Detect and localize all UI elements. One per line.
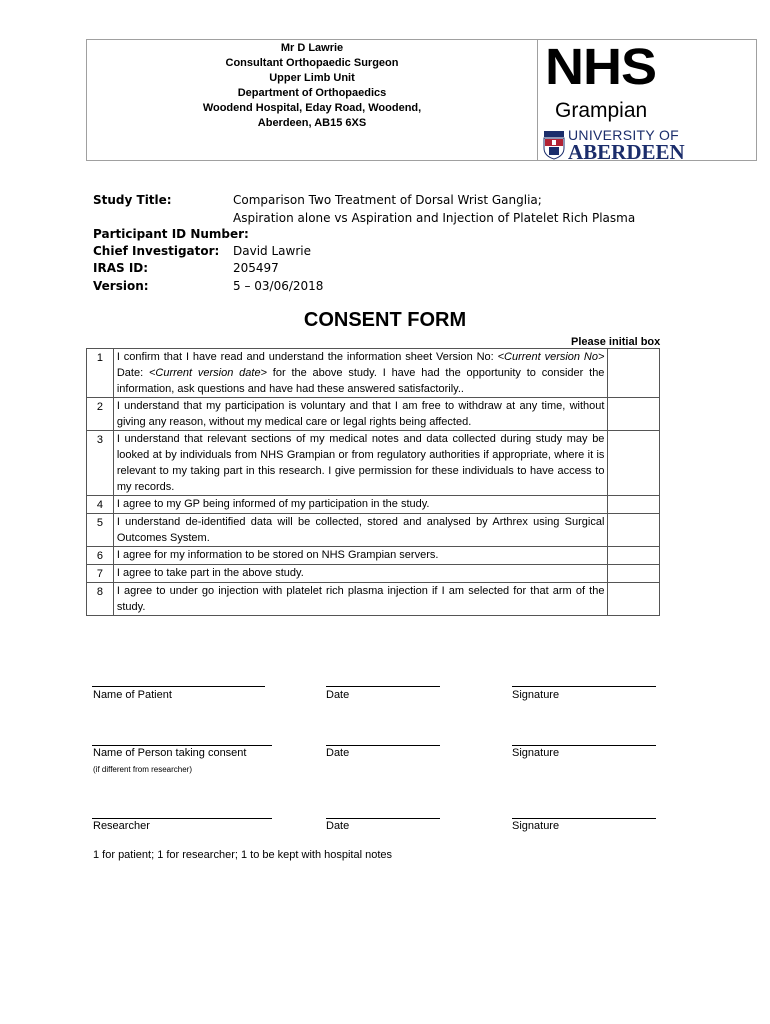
please-initial-label: Please initial box bbox=[571, 336, 661, 348]
consent-person-name-line[interactable] bbox=[92, 745, 272, 746]
consent-item-text: I understand that relevant sections of my medical notes and data collected during study may be looked at by individuals from NHS Grampian or from regulatory authorities if appropriate, where it is relevant to my taking part in this research. I give permission for these individuals to have access to my records. bbox=[113, 431, 608, 496]
initial-box[interactable] bbox=[608, 349, 660, 398]
date-label: Date bbox=[326, 747, 350, 759]
patient-signature-line[interactable] bbox=[512, 686, 656, 687]
researcher-signature-line[interactable] bbox=[512, 818, 656, 819]
name-of-person-consent-label: Name of Person taking consent bbox=[93, 747, 247, 759]
consent-item-text: I agree to take part in the above study. bbox=[113, 565, 608, 583]
if-different-note: (if different from researcher) bbox=[93, 765, 192, 774]
signature-label: Signature bbox=[512, 820, 560, 832]
consent-item-row bbox=[87, 547, 660, 565]
version-label: Version: bbox=[93, 279, 149, 293]
patient-date-line[interactable] bbox=[326, 686, 440, 687]
consent-item-row bbox=[87, 496, 660, 514]
address-line: Upper Limb Unit bbox=[269, 72, 355, 84]
consent-item-row bbox=[87, 565, 660, 583]
initial-box[interactable] bbox=[608, 565, 660, 583]
participant-id-label: Participant ID Number: bbox=[93, 227, 249, 241]
chief-investigator-value: David Lawrie bbox=[233, 244, 311, 258]
date-label: Date bbox=[326, 689, 350, 701]
consent-person-date-line[interactable] bbox=[326, 745, 440, 746]
address-line: Mr D Lawrie bbox=[280, 42, 344, 54]
version-value: 5 – 03/06/2018 bbox=[233, 279, 324, 293]
address-line: Woodend Hospital, Eday Road, Woodend, bbox=[202, 102, 422, 114]
address-line: Aberdeen, AB15 6XS bbox=[257, 117, 367, 129]
form-title: CONSENT FORM bbox=[303, 309, 467, 331]
iras-id-label: IRAS ID: bbox=[93, 261, 149, 275]
consent-item-text: I agree to my GP being informed of my participation in the study. bbox=[113, 496, 608, 514]
initial-box[interactable] bbox=[608, 398, 660, 431]
university-name-line2: ABERDEEN bbox=[568, 140, 685, 164]
header-divider bbox=[537, 39, 538, 161]
consent-item-text: I understand that my participation is voluntary and that I am free to withdraw at any time, without giving any reason, without my medical care or legal rights being affected. bbox=[113, 398, 608, 431]
study-title-line1: Comparison Two Treatment of Dorsal Wrist Ganglia; bbox=[233, 193, 542, 207]
researcher-date-line[interactable] bbox=[326, 818, 440, 819]
consent-item-text: I understand de-identified data will be collected, stored and analysed by Arthrex using Surgical Outcomes System. bbox=[113, 514, 608, 547]
consent-item-number: 6 bbox=[87, 547, 114, 565]
consent-item-text: I agree to under go injection with platelet rich plasma injection if I am selected for that arm of the study. bbox=[113, 583, 608, 616]
chief-investigator-label: Chief Investigator: bbox=[93, 244, 220, 258]
signature-label: Signature bbox=[512, 747, 560, 759]
address-line: Consultant Orthopaedic Surgeon bbox=[225, 57, 399, 69]
study-title-label: Study Title: bbox=[93, 193, 172, 207]
consent-item-row bbox=[87, 349, 660, 398]
consent-item-row bbox=[87, 431, 660, 496]
consent-item-number: 8 bbox=[87, 583, 114, 616]
researcher-name-line[interactable] bbox=[92, 818, 272, 819]
date-label: Date bbox=[326, 820, 350, 832]
consent-item-text: I confirm that I have read and understand the information sheet Version No: <Current version No> Date: <Current version date> for the above study. I have had the opportunity to consider the information, ask questions and have had these answered satisfactorily.. bbox=[113, 349, 608, 398]
iras-id-value: 205497 bbox=[233, 261, 279, 275]
consent-person-signature-line[interactable] bbox=[512, 745, 656, 746]
consent-item-number: 5 bbox=[87, 514, 114, 547]
patient-name-line[interactable] bbox=[92, 686, 265, 687]
initial-box[interactable] bbox=[608, 431, 660, 496]
nhs-region-name: Grampian bbox=[555, 99, 648, 122]
consent-item-number: 7 bbox=[87, 565, 114, 583]
consent-item-number: 1 bbox=[87, 349, 114, 398]
consent-item-number: 2 bbox=[87, 398, 114, 431]
initial-box[interactable] bbox=[608, 514, 660, 547]
consent-items-table bbox=[86, 348, 660, 616]
initial-box[interactable] bbox=[608, 547, 660, 565]
consent-item-row bbox=[87, 583, 660, 616]
study-title-line2: Aspiration alone vs Aspiration and Injection of Platelet Rich Plasma bbox=[233, 211, 636, 225]
consent-item-number: 3 bbox=[87, 431, 114, 496]
researcher-label: Researcher bbox=[93, 820, 150, 832]
address-block bbox=[87, 41, 537, 131]
university-crest-icon bbox=[543, 130, 565, 160]
nhs-logo: NHS bbox=[545, 38, 656, 95]
initial-box[interactable] bbox=[608, 496, 660, 514]
copies-note: 1 for patient; 1 for researcher; 1 to be kept with hospital notes bbox=[93, 849, 393, 861]
name-of-patient-label: Name of Patient bbox=[93, 689, 172, 701]
address-line: Department of Orthopaedics bbox=[237, 87, 387, 99]
consent-item-text: I agree for my information to be stored on NHS Grampian servers. bbox=[113, 547, 608, 565]
consent-item-row bbox=[87, 398, 660, 431]
initial-box[interactable] bbox=[608, 583, 660, 616]
consent-item-row bbox=[87, 514, 660, 547]
signature-label: Signature bbox=[512, 689, 560, 701]
university-name-line1: UNIVERSITY OF bbox=[568, 127, 679, 143]
consent-item-number: 4 bbox=[87, 496, 114, 514]
